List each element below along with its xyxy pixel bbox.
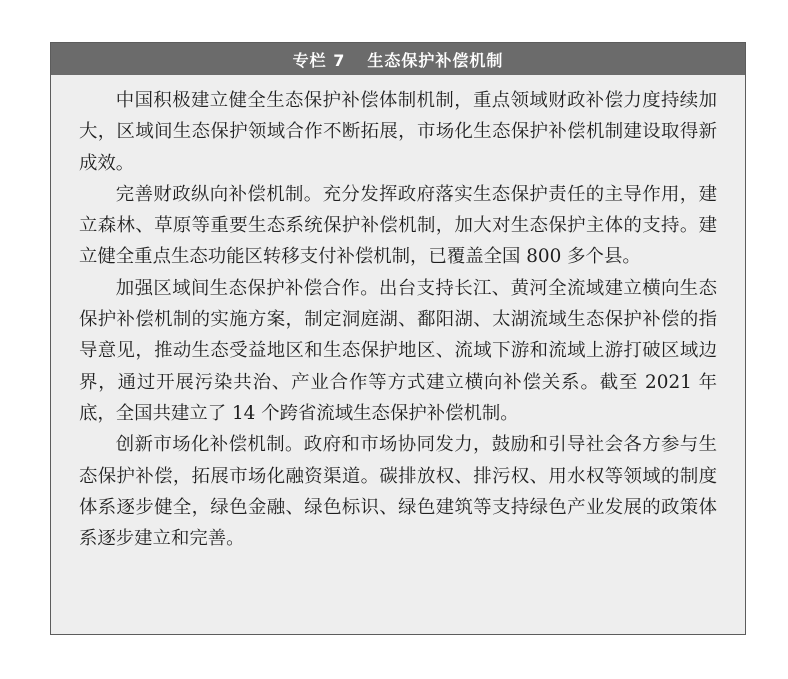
column-body (51, 75, 745, 554)
column-header (51, 43, 745, 75)
column-label: 专栏 7 (292, 50, 346, 70)
column-box (50, 42, 746, 635)
paragraph-regional-cooperation: 加强区域间生态保护补偿合作。出台支持长江、黄河全流域建立横向生态保护补偿机制的实施方案，制定洞庭湖、鄱阳湖、太湖流域生态保护补偿的指导意见，推动生态受益地区和生态保护地区、流域下游和流域上游打破区域边界，通过开展污染共治、产业合作等方式建立横向补偿关系。截至 2021 年底，全国共建立了 14 个跨省流域生态保护补偿机制。 (79, 277, 717, 424)
paragraph-fiscal-compensation: 完善财政纵向补偿机制。充分发挥政府落实生态保护责任的主导作用，建立森林、草原等重要生态系统保护补偿机制，加大对生态保护主体的支持。建立健全重点生态功能区转移支付补偿机制，已覆盖全国 800 多个县。 (79, 183, 717, 268)
column-title: 生态保护补偿机制 (367, 50, 504, 70)
paragraph-market-compensation: 创新市场化补偿机制。政府和市场协同发力，鼓励和引导社会各方参与生态保护补偿，拓展市场化融资渠道。碳排放权、排污权、用水权等领域的制度体系逐步健全，绿色金融、绿色标识、绿色建筑等支持绿色产业发展的政策体系逐步建立和完善。 (79, 434, 717, 550)
paragraph-overview: 中国积极建立健全生态保护补偿体制机制，重点领域财政补偿力度持续加大，区域间生态保护领域合作不断拓展，市场化生态保护补偿机制建设取得新成效。 (79, 90, 717, 174)
